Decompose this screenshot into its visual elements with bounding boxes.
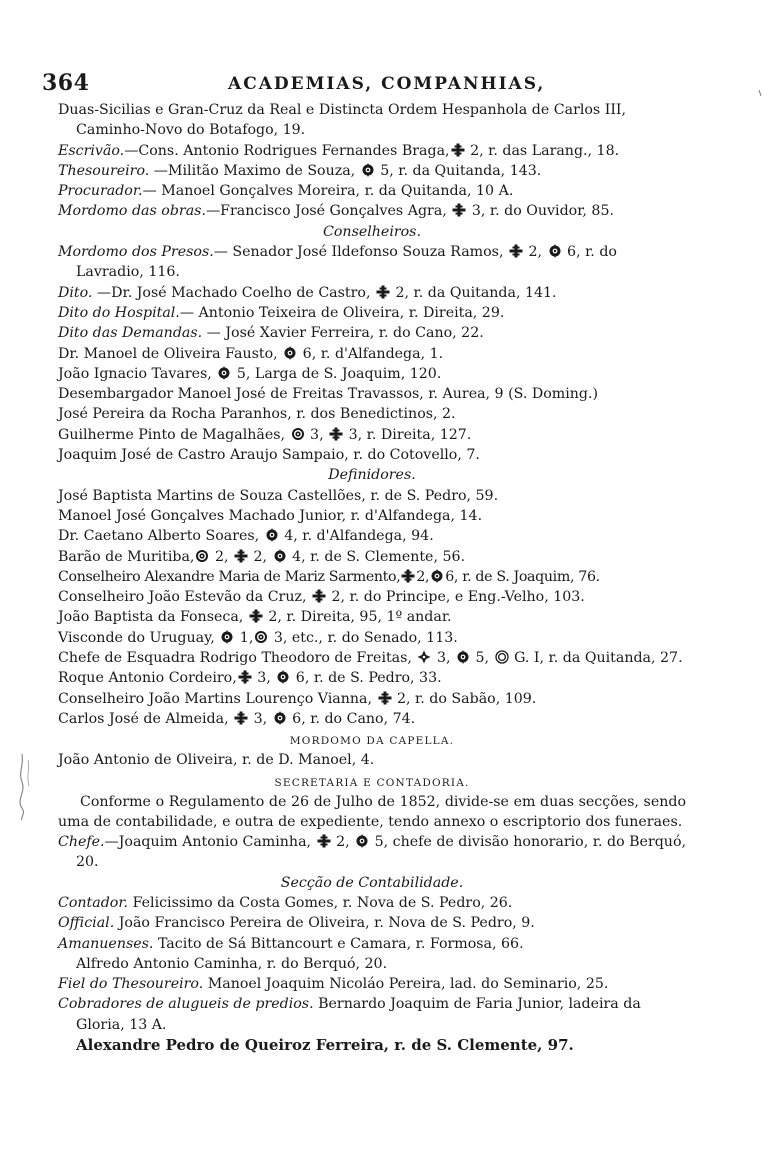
page-header [42, 70, 732, 98]
margin-scribble-mark [8, 752, 34, 822]
order-rose-icon [273, 711, 287, 725]
order-cross-icon [376, 285, 390, 299]
entry-definidor: Dr. Caetano Alberto Soares, 4, r. d'Alfandega, 94. [58, 528, 434, 545]
secretaria-paragraph: Conforme o Regulamento de 26 de Julho de 1852, divide-se em duas secções, sendo uma de contabilidade, e outra de expediente, tendo annexo o escriptorio dos funeraes. [58, 793, 686, 830]
entry-definidor: Conselheiro João Estevão da Cruz, 2, r. do Principe, e Eng.-Velho, 103. [58, 589, 585, 606]
order-cross-icon [509, 244, 523, 258]
entry-definidor: Conselheiro João Martins Lourenço Vianna, 2, r. do Sabão, 109. [58, 690, 537, 707]
heading-conselheiros: Conselheiros. [323, 223, 421, 240]
order-cross-icon [312, 589, 326, 603]
entry-definidor: Roque Antonio Cordeiro, 3, 6, r. de S. Pedro, 33. [58, 670, 442, 687]
entry-official: Official. João Francisco Pereira de Oliveira, r. Nova de S. Pedro, 9. [58, 915, 535, 932]
entry-conselheiro: Guilherme Pinto de Magalhães, 3, 3, r. Direita, 127. [58, 426, 472, 443]
entry-escrivao: Escrivão.—Cons. Antonio Rodrigues Fernandes Braga, 2, r. das Larang., 18. [58, 142, 620, 159]
entry-conselheiro: José Pereira da Rocha Paranhos, r. dos Benedictinos, 2. [58, 406, 456, 423]
entry-mordomo-obras: Mordomo das obras.—Francisco José Gonçalves Agra, 3, r. do Ouvidor, 85. [58, 203, 614, 220]
order-rose-icon [276, 670, 290, 684]
order-rose-icon [361, 163, 375, 177]
margin-tick-mark [758, 90, 762, 96]
entry-amanuenses: Amanuenses. Tacito de Sá Bittancourt e Camara, r. Formosa, 66. [58, 935, 524, 952]
order-cross-icon [249, 609, 263, 623]
entry-definidor: José Baptista Martins de Souza Castellões, r. de S. Pedro, 59. [58, 487, 499, 504]
order-cross-icon [238, 670, 252, 684]
heading-mordomo-capella: MORDOMO DA CAPELLA. [289, 735, 455, 748]
order-rose-icon [548, 244, 562, 258]
order-rose-icon [430, 569, 444, 583]
entry-amanuense-2: Alfredo Antonio Caminha, r. do Berquó, 20. [76, 955, 388, 972]
entry-mordomo-presos: Mordomo dos Presos.— Senador José Ildefonso Souza Ramos, 2, 6, r. do Lavradio, 116. [58, 244, 617, 281]
entry-last: Alexandre Pedro de Queiroz Ferreira, r. de S. Clemente, 97. [76, 1036, 574, 1055]
entry-dito-hospital: Dito do Hospital.— Antonio Teixeira de Oliveira, r. Direita, 29. [58, 304, 505, 321]
heading-secretaria: SECRETARIA E CONTADORIA. [274, 776, 470, 789]
order-cross-icon [401, 569, 415, 583]
entry-definidor: Visconde do Uruguay, 1, 3, etc., r. do Senado, 113. [58, 629, 458, 646]
order-rose-icon [283, 346, 297, 360]
entry-chefe: Chefe.—Joaquim Antonio Caminha, 2, 5, chefe de divisão honorario, r. do Berquó, 20. [58, 834, 686, 871]
order-rose-icon [355, 834, 369, 848]
page-body [58, 100, 686, 1055]
order-cross-icon [317, 834, 331, 848]
entry-intro: Duas-Sicilias e Gran-Cruz da Real e Distincta Ordem Hespanhola de Carlos III, Caminho-Novo do Botafogo, 19. [58, 102, 627, 139]
entry-thesoureiro: Thesoureiro. —Militão Maximo de Souza, 5, r. da Quitanda, 143. [58, 162, 542, 179]
entry-cobradores: Cobradores de alugueis de predios. Bernardo Joaquim de Faria Junior, ladeira da Gloria, 13 A. [58, 996, 641, 1033]
entry-definidor: Conselheiro Alexandre Maria de Mariz Sarmento, 2, 6, r. de S. Joaquim, 76. [58, 568, 600, 585]
order-rose-icon [217, 366, 231, 380]
entry-conselheiro: Joaquim José de Castro Araujo Sampaio, r. do Cotovello, 7. [58, 447, 480, 464]
entry-dito: Dito. —Dr. José Machado Coelho de Castro, 2, r. da Quitanda, 141. [58, 284, 557, 301]
entry-definidor: Carlos José de Almeida, 3, 6, r. do Cano, 74. [58, 710, 416, 727]
order-cross-icon [378, 691, 392, 705]
entry-definidor: Manoel José Gonçalves Machado Junior, r. d'Alfandega, 14. [58, 507, 483, 524]
order-diamond-icon [417, 650, 431, 664]
entry-dito-demandas: Dito das Demandas. — José Xavier Ferreira, r. do Cano, 22. [58, 325, 484, 342]
entry-fiel: Fiel do Thesoureiro. Manoel Joaquim Nicoláo Pereira, lad. do Seminario, 25. [58, 976, 609, 993]
order-cross-icon [452, 203, 466, 217]
running-head: ACADEMIAS, COMPANHIAS, [228, 74, 546, 94]
heading-seccao: Secção de Contabilidade. [280, 874, 464, 891]
order-star-icon [195, 549, 209, 563]
entry-mordomo-capella: João Antonio de Oliveira, r. de D. Manoel, 4. [58, 752, 375, 769]
entry-procurador: Procurador.— Manoel Gonçalves Moreira, r. da Quitanda, 10 A. [58, 183, 514, 200]
entry-definidor: Barão de Muritiba, 2, 2, 4, r. de S. Clemente, 56. [58, 548, 466, 565]
order-rose-icon [456, 650, 470, 664]
order-cross-icon [234, 711, 248, 725]
entry-contador: Contador. Felicissimo da Costa Gomes, r. Nova de S. Pedro, 26. [58, 894, 513, 911]
order-rose-icon [265, 528, 279, 542]
entry-conselheiro: Dr. Manoel de Oliveira Fausto, 6, r. d'Alfandega, 1. [58, 345, 444, 362]
order-cross-icon [329, 427, 343, 441]
order-cross-icon [451, 143, 465, 157]
entry-conselheiro: João Ignacio Tavares, 5, Larga de S. Joaquim, 120. [58, 365, 442, 382]
order-ring-icon [495, 650, 509, 664]
order-rose-icon [220, 630, 234, 644]
page-number: 364 [42, 70, 90, 96]
order-cross-icon [234, 549, 248, 563]
order-star-icon [254, 630, 268, 644]
entry-definidor: João Baptista da Fonseca, 2, r. Direita, 95, 1º andar. [58, 609, 452, 626]
entry-conselheiro: Desembargador Manoel José de Freitas Travassos, r. Aurea, 9 (S. Doming.) [58, 386, 599, 403]
order-rose-icon [273, 549, 287, 563]
heading-definidores: Definidores. [328, 467, 416, 484]
entry-definidor: Chefe de Esquadra Rodrigo Theodoro de Freitas, 3, 5, G. I, r. da Quitanda, 27. [58, 650, 683, 667]
order-star-icon [291, 427, 305, 441]
